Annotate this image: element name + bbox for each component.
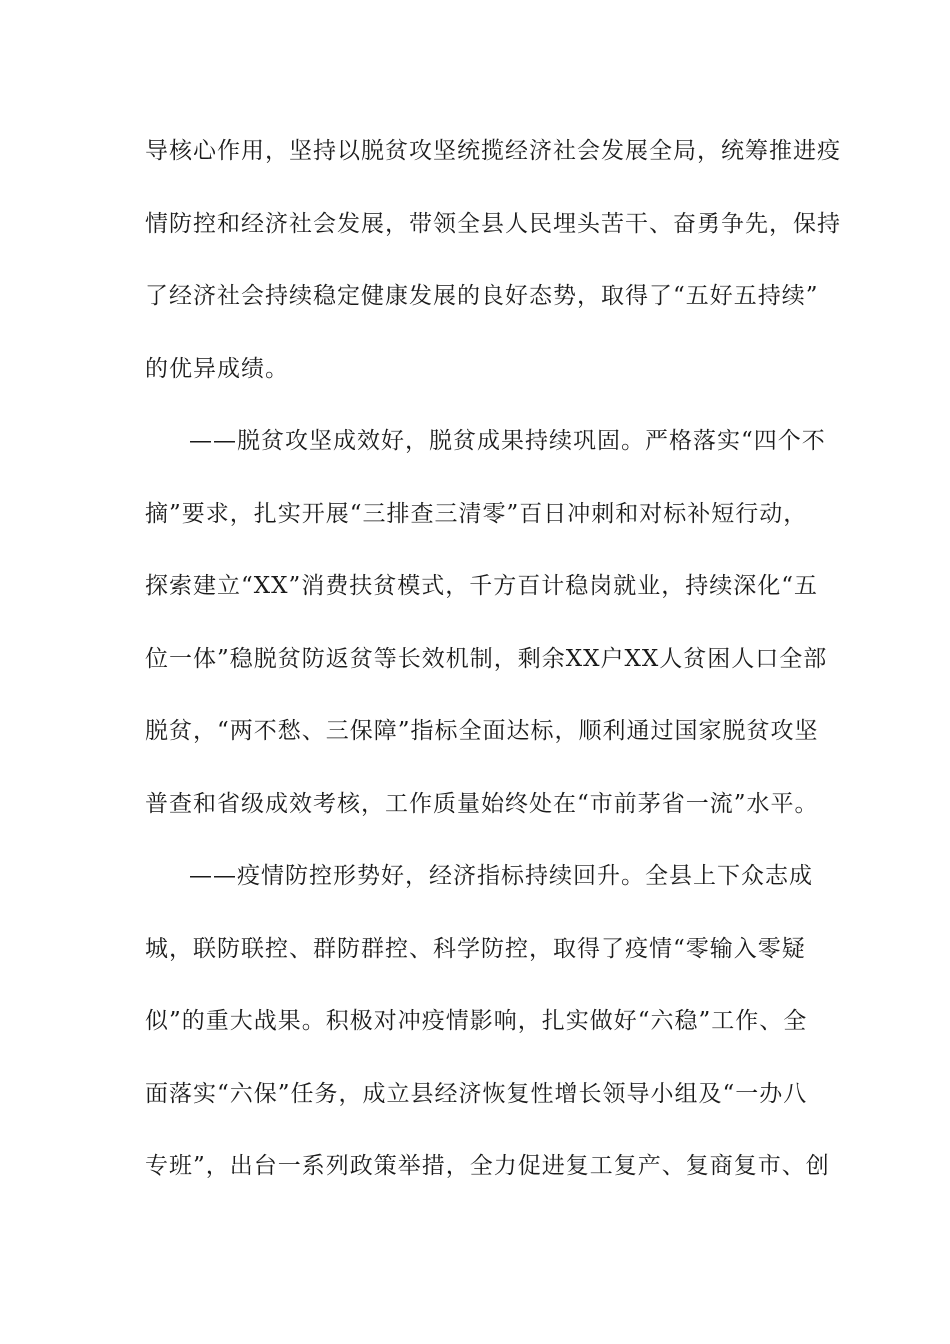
- text-line: 似”的重大战果。积极对冲疫情影响，扎实做好“六稳”工作、全: [145, 1008, 808, 1034]
- text-line: 面落实“六保”任务，成立县经济恢复性增长领导小组及“一办八: [145, 1080, 808, 1107]
- text-line: 脱贫，“两不愁、三保障”指标全面达标，顺利通过国家脱贫攻坚: [145, 718, 819, 744]
- text-line: 摘”要求，扎实开展“三排查三清零”百日冲刺和对标补短行动，: [145, 500, 808, 527]
- text-line: ——疫情防控形势好，经济指标持续回升。全县上下众志成: [189, 863, 813, 889]
- text-line: 的优异成绩。: [145, 355, 289, 382]
- text-line: 导核心作用，坚持以脱贫攻坚统揽经济社会发展全局，统筹推进疫: [145, 138, 841, 164]
- body-text: [145, 126, 841, 1214]
- text-line: ——脱贫攻坚成效好，脱贫成果持续巩固。严格落实“四个不: [189, 428, 826, 454]
- text-line: 位一体”稳脱贫防返贫等长效机制，剩余XX户XX人贫困人口全部: [145, 645, 828, 672]
- text-line: 专班”，出台一系列政策举措，全力促进复工复产、复商复市、创: [145, 1153, 830, 1179]
- text-line: 情防控和经济社会发展，带领全县人民埋头苦干、奋勇争先，保持: [145, 210, 841, 237]
- text-line: 城，联防联控、群防群控、科学防控，取得了疫情“零输入零疑: [145, 935, 806, 962]
- text-line: 普查和省级成效考核，工作质量始终处在“市前茅省一流”水平。: [145, 790, 819, 817]
- text-line: 了经济社会持续稳定健康发展的良好态势，取得了“五好五持续”: [145, 283, 819, 309]
- text-line: 探索建立“XX”消费扶贫模式，千方百计稳岗就业，持续深化“五: [145, 573, 819, 599]
